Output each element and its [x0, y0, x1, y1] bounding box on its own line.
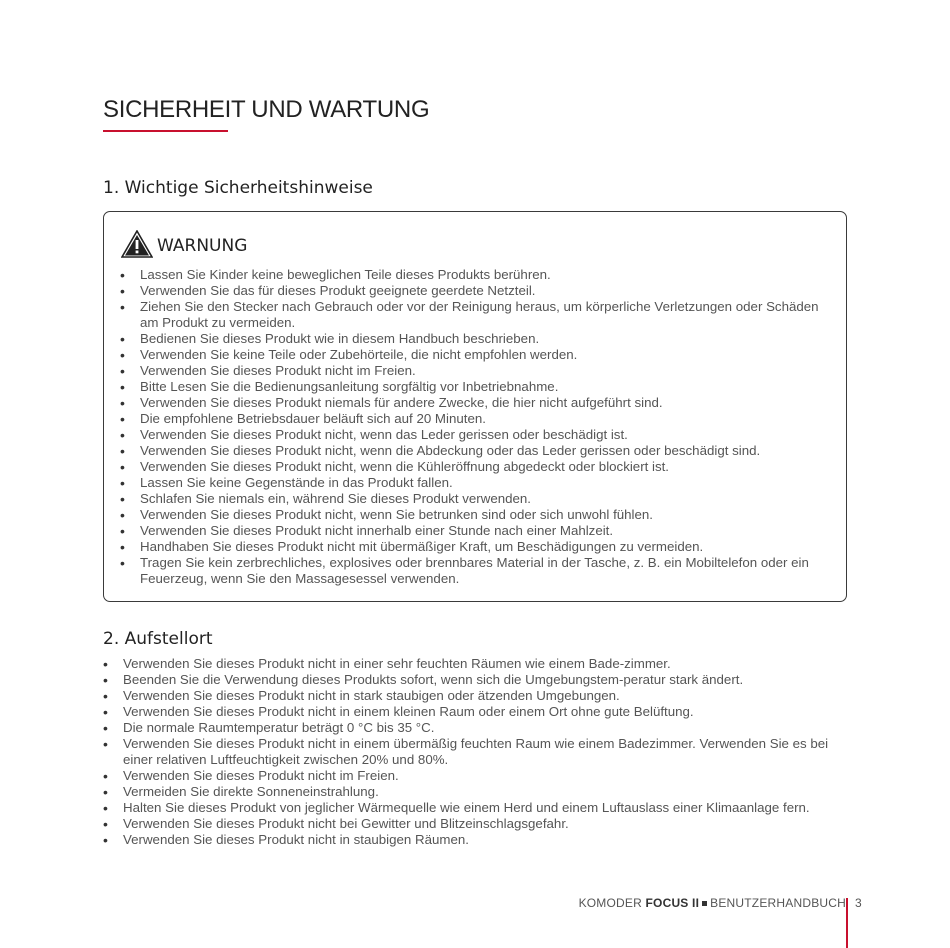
location-list [103, 656, 853, 848]
footer [579, 896, 846, 910]
list-item: • Verwenden Sie dieses Produkt nicht in stark staubigen oder ätzenden Umgebungen. [103, 688, 853, 704]
warning-box [103, 211, 847, 602]
list-item: • Verwenden Sie dieses Produkt nicht, wenn das Leder gerissen oder beschädigt ist. [120, 427, 820, 443]
page-number: 3 [855, 896, 862, 910]
footer-divider [846, 898, 848, 948]
list-item: • Vermeiden Sie direkte Sonneneinstrahlung. [103, 784, 853, 800]
list-item: • Verwenden Sie keine Teile oder Zubehörteile, die nicht empfohlen werden. [120, 347, 820, 363]
warning-label: WARNUNG [157, 236, 248, 256]
list-item: • Handhaben Sie dieses Produkt nicht mit übermäßiger Kraft, um Beschädigungen zu vermeiden. [120, 539, 820, 555]
list-item: • Verwenden Sie dieses Produkt niemals für andere Zwecke, die hier nicht aufgeführt sind. [120, 395, 820, 411]
title-underline [103, 130, 228, 132]
list-item: • Verwenden Sie dieses Produkt nicht im Freien. [120, 363, 820, 379]
list-item: • Verwenden Sie dieses Produkt nicht in einer sehr feuchten Räumen wie einem Bade-zimmer. [103, 656, 853, 672]
list-item: • Verwenden Sie das für dieses Produkt geeignete geerdete Netzteil. [120, 283, 820, 299]
warning-triangle-icon [121, 230, 153, 258]
footer-doc-title: BENUTZERHANDBUCH [710, 896, 846, 910]
list-item: • Die empfohlene Betriebsdauer beläuft sich auf 20 Minuten. [120, 411, 820, 427]
list-item: • Tragen Sie kein zerbrechliches, explosives oder brennbares Material in der Tasche, z. B. ein Mobiltelefon oder ein Feuerzeug, wenn Sie den Massagesessel verwenden. [120, 555, 820, 587]
page-title: SICHERHEIT UND WARTUNG [103, 96, 430, 123]
warning-list [120, 267, 820, 587]
square-bullet-icon [702, 901, 707, 906]
list-item: • Verwenden Sie dieses Produkt nicht, wenn die Kühleröffnung abgedeckt oder blockiert ist. [120, 459, 820, 475]
list-item: • Lassen Sie keine Gegenstände in das Produkt fallen. [120, 475, 820, 491]
list-item: • Verwenden Sie dieses Produkt nicht in einem kleinen Raum oder einem Ort ohne gute Belüftung. [103, 704, 853, 720]
list-item: • Bitte Lesen Sie die Bedienungsanleitung sorgfältig vor Inbetriebnahme. [120, 379, 820, 395]
list-item: • Verwenden Sie dieses Produkt nicht in einem übermäßig feuchten Raum wie einem Badezimmer. Verwenden Sie es bei einer relativen Luftfeuchtigkeit zwischen 20% und 80%. [103, 736, 853, 768]
list-item: • Die normale Raumtemperatur beträgt 0 °C bis 35 °C. [103, 720, 853, 736]
list-item: • Verwenden Sie dieses Produkt nicht, wenn Sie betrunken sind oder sich unwohl fühlen. [120, 507, 820, 523]
list-item: • Verwenden Sie dieses Produkt nicht im Freien. [103, 768, 853, 784]
section-heading-location: 2. Aufstellort [103, 629, 213, 649]
list-item: • Verwenden Sie dieses Produkt nicht, wenn die Abdeckung oder das Leder gerissen oder beschädigt sind. [120, 443, 820, 459]
list-item: • Halten Sie dieses Produkt von jeglicher Wärmequelle wie einem Herd und einem Luftauslass einer Klimaanlage fern. [103, 800, 853, 816]
warning-header [121, 229, 247, 259]
list-item: • Verwenden Sie dieses Produkt nicht bei Gewitter und Blitzeinschlagsgefahr. [103, 816, 853, 832]
list-item: • Bedienen Sie dieses Produkt wie in diesem Handbuch beschrieben. [120, 331, 820, 347]
footer-model: FOCUS II [645, 896, 700, 910]
list-item: • Ziehen Sie den Stecker nach Gebrauch oder vor der Reinigung heraus, um körperliche Verletzungen oder Schäden am Produkt zu vermeiden. [120, 299, 820, 331]
footer-brand: KOMODER [578, 896, 642, 910]
list-item: • Beenden Sie die Verwendung dieses Produkts sofort, wenn sich die Umgebungstem-peratur stark ändert. [103, 672, 853, 688]
list-item: • Verwenden Sie dieses Produkt nicht innerhalb einer Stunde nach einer Mahlzeit. [120, 523, 820, 539]
list-item: • Verwenden Sie dieses Produkt nicht in staubigen Räumen. [103, 832, 853, 848]
section-heading-safety: 1. Wichtige Sicherheitshinweise [103, 178, 373, 198]
list-item: • Lassen Sie Kinder keine beweglichen Teile dieses Produkts berühren. [120, 267, 820, 283]
list-item: • Schlafen Sie niemals ein, während Sie dieses Produkt verwenden. [120, 491, 820, 507]
